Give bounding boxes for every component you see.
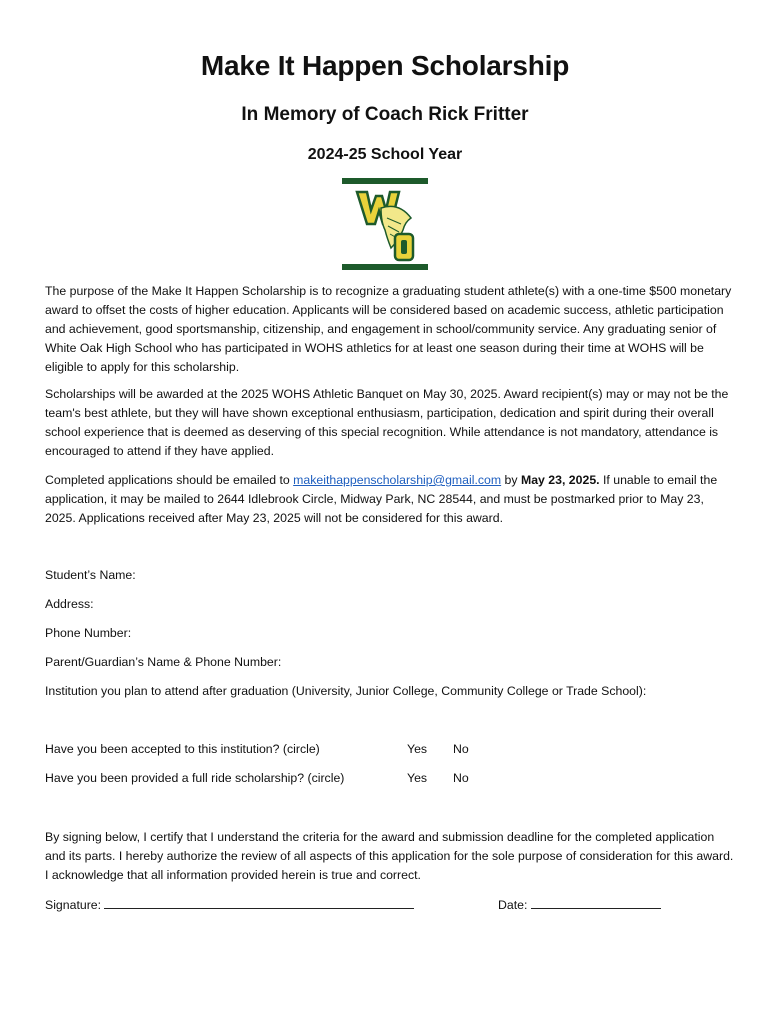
wohs-logo-icon [341, 178, 429, 270]
signature-row [45, 896, 414, 912]
full-ride-no-option[interactable]: No [453, 771, 469, 785]
accepted-yes-option[interactable]: Yes [407, 742, 428, 756]
email-link[interactable]: makeithappenscholarship@gmail.com [293, 473, 502, 487]
student-name-field[interactable]: Student’s Name: [45, 568, 136, 582]
date-line[interactable] [531, 896, 661, 909]
address-field[interactable]: Address: [45, 597, 94, 611]
deadline-date: May 23, 2025. [520, 473, 600, 487]
purpose-paragraph: The purpose of the Make It Happen Scholarship is to recognize a graduating student athlete(s) with a one-time $500 monetary award to offset the costs of higher education. Applicants will be considered based on academic success, athletic participation and achievement, good sportsmanship, citizenship, and engagement in school/community service. Any graduating senior of White Oak High School who has participated in WOHS athletics for at least one season during their time at WOHS will be eligible to apply for this scholarship. [45, 284, 732, 374]
signature-label: Signature: [45, 898, 102, 912]
submission-paragraph [45, 471, 735, 528]
date-row [498, 896, 661, 912]
submission-text-end: If unable to email the application, it may be mailed to 2644 Idlebrook Circle, Midway Park, NC 28544, and must be postmarked prior to May 23, 2025. Applications received after May 23, 2025 will not be considered for this award. [45, 473, 718, 525]
submission-text-start: Completed applications should be emailed to [45, 473, 294, 487]
accepted-question: Have you been accepted to this institution? (circle) [45, 742, 320, 756]
signature-line[interactable] [104, 896, 414, 909]
guardian-field[interactable]: Parent/Guardian’s Name & Phone Number: [45, 655, 282, 669]
school-year: 2024-25 School Year [307, 146, 463, 163]
accepted-no-option[interactable]: No [453, 742, 469, 756]
date-label: Date: [498, 898, 528, 912]
full-ride-yes-option[interactable]: Yes [407, 771, 428, 785]
full-ride-question: Have you been provided a full ride scholarship? (circle) [45, 771, 345, 785]
institution-field[interactable]: Institution you plan to attend after graduation (University, Junior College, Community College or Trade School): [45, 684, 647, 698]
submission-text-mid: by [501, 473, 521, 487]
phone-field[interactable]: Phone Number: [45, 626, 132, 640]
certification-paragraph: By signing below, I certify that I understand the criteria for the award and submission deadline for the completed application and its parts. I hereby authorize the review of all aspects of this application for the sole purpose of consideration for this award. I acknowledge that all information provided herein is true and correct. [45, 830, 734, 882]
award-paragraph: Scholarships will be awarded at the 2025 WOHS Athletic Banquet on May 30, 2025. Award recipient(s) may or may not be the team's best athlete, but they will have shown exceptional enthusiasm, participation, dedication and spirit during their overall school experience that is deemed as deserving of this special recognition. While attendance is not mandatory, attendance is encouraged to attend if they have applied. [45, 387, 729, 458]
page-title: Make It Happen Scholarship [200, 50, 570, 81]
page-subtitle: In Memory of Coach Rick Fritter [241, 104, 529, 125]
